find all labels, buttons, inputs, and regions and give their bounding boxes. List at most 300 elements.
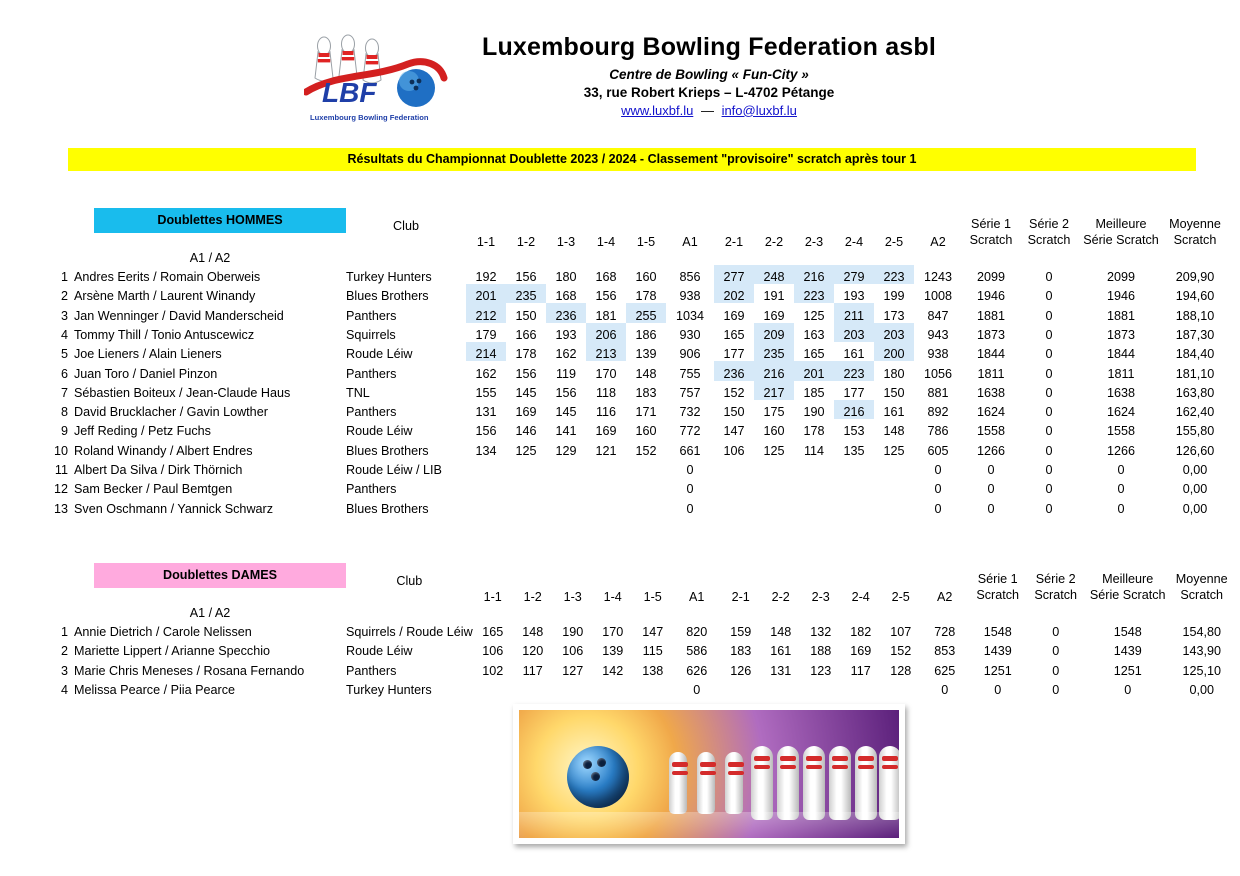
row-game-8: 132 (810, 625, 832, 640)
row-serie2-scratch: 0 (1045, 463, 1053, 477)
col-avg-line2-women: Scratch (1180, 588, 1224, 602)
row-average-scratch: 126,60 (1175, 443, 1215, 458)
row-team-name: Mariette Lippert / Arianne Specchio (74, 644, 271, 659)
col-best-line1: Meilleure (1095, 217, 1147, 232)
row-serie2-scratch: 0 (1045, 289, 1053, 304)
bowling-ball (567, 746, 629, 808)
table-row (48, 265, 1226, 284)
row-game-3: 139 (602, 644, 624, 659)
row-game-9: 117 (850, 663, 871, 678)
row-best-serie-scratch: 0 (1117, 501, 1125, 516)
row-game-11: 0 (934, 501, 942, 516)
row-game-8: 114 (803, 443, 825, 458)
col-g-1-2: 1-2 (516, 234, 536, 249)
row-serie1-scratch: 1439 (983, 644, 1012, 659)
row-serie1-scratch: 1624 (976, 405, 1006, 420)
row-game-7: 160 (763, 424, 785, 439)
col-g-2-3-women: 2-3 (811, 589, 830, 604)
row-game-6: 183 (730, 644, 752, 659)
col-a2-women: A2 (937, 589, 953, 604)
row-team-name: Tommy Thill / Tonio Antuscewicz (74, 327, 255, 342)
row-game-7: 131 (770, 663, 792, 678)
row-game-4 (633, 678, 673, 697)
col-g-2-2: 2-2 (764, 234, 784, 249)
row-serie1-scratch: 1548 (983, 625, 1012, 640)
row-game-11: 625 (934, 663, 956, 678)
row-game-8: 185 (803, 385, 825, 400)
row-game-0: 156 (475, 424, 497, 439)
row-game-4 (626, 496, 666, 515)
row-team-name: Andres Eerits / Romain Oberweis (74, 270, 261, 285)
table-row (48, 400, 1226, 419)
row-game-7: 191 (763, 289, 785, 304)
row-club: TNL (346, 385, 370, 400)
col-a1: A1 (682, 234, 698, 249)
row-game-9: 279 (834, 265, 874, 284)
row-game-2: 106 (562, 644, 584, 659)
row-game-9: 216 (834, 400, 874, 419)
row-best-serie-scratch: 1251 (1113, 663, 1142, 678)
row-game-10: 150 (883, 385, 905, 400)
row-game-10: 125 (883, 443, 905, 458)
row-serie1-scratch: 1266 (976, 443, 1006, 458)
row-game-11: 1243 (923, 270, 953, 285)
row-rank: 3 (60, 663, 68, 678)
bowling-photo (519, 710, 899, 838)
row-best-serie-scratch: 1548 (1113, 625, 1142, 640)
row-game-5: 732 (679, 405, 701, 420)
row-game-6: 177 (723, 347, 745, 362)
row-game-7 (754, 496, 794, 515)
row-average-scratch: 209,90 (1175, 270, 1215, 285)
col-g-2-3: 2-3 (804, 234, 824, 249)
row-game-5: 0 (686, 482, 694, 497)
women-group-row (48, 604, 1233, 620)
row-game-11: 892 (927, 405, 949, 420)
row-game-0: 165 (482, 625, 504, 640)
row-rank: 12 (53, 482, 68, 497)
row-club: Panthers (346, 482, 397, 497)
row-game-6: 152 (723, 385, 745, 400)
row-game-6: 169 (723, 308, 745, 323)
row-game-10 (874, 477, 914, 496)
lbf-logo (304, 34, 460, 126)
row-best-serie-scratch: 1266 (1106, 443, 1136, 458)
col-serie2-line2-women: Scratch (1034, 588, 1078, 602)
row-game-1: 145 (515, 385, 537, 400)
men-section (0, 208, 1240, 516)
row-game-4: 115 (642, 644, 663, 659)
table-row (48, 323, 1226, 342)
row-average-scratch: 188,10 (1175, 308, 1215, 323)
men-category-title: Doublettes HOMMES (94, 208, 346, 233)
row-game-0: 102 (482, 663, 504, 678)
row-club: Panthers (346, 366, 397, 381)
row-game-4 (626, 458, 666, 477)
row-game-11: 728 (934, 625, 956, 640)
row-rank: 8 (60, 405, 68, 420)
col-a2: A2 (930, 234, 946, 249)
row-game-9 (834, 458, 874, 477)
row-serie2-scratch: 0 (1052, 644, 1060, 659)
row-team-name: Jan Wenninger / David Manderscheid (74, 308, 284, 323)
row-game-6: 126 (730, 663, 752, 678)
row-game-5: 661 (679, 443, 701, 458)
row-best-serie-scratch: 2099 (1106, 270, 1136, 285)
row-serie1-scratch: 2099 (976, 270, 1006, 285)
row-game-11: 938 (927, 347, 949, 362)
row-game-2: 129 (555, 443, 577, 458)
row-game-5: 0 (686, 463, 694, 477)
link-separator: — (700, 102, 714, 118)
col-avg-line1: Moyenne (1169, 217, 1221, 232)
row-game-1: 150 (515, 308, 537, 323)
row-club: Panthers (346, 663, 397, 678)
col-g-2-1: 2-1 (724, 234, 744, 249)
row-team-name: Sam Becker / Paul Bemtgen (74, 482, 233, 497)
row-game-9: 182 (850, 625, 872, 640)
col-g-1-5: 1-5 (636, 234, 656, 249)
row-game-11: 881 (927, 385, 949, 400)
row-game-6 (714, 496, 754, 515)
row-game-5: 586 (686, 644, 708, 659)
row-serie2-scratch: 0 (1045, 366, 1053, 381)
row-game-1: 169 (515, 405, 537, 420)
row-game-9: 223 (834, 361, 874, 380)
row-serie2-scratch: 0 (1045, 308, 1053, 323)
row-game-8: 188 (810, 644, 832, 659)
row-average-scratch: 0,00 (1182, 463, 1208, 477)
row-game-5: 0 (693, 682, 701, 697)
row-game-7: 209 (754, 323, 794, 342)
table-row (48, 284, 1226, 303)
row-game-0 (473, 678, 513, 697)
row-game-2: 162 (555, 347, 577, 362)
row-game-10: 200 (874, 342, 914, 361)
row-average-scratch: 163,80 (1175, 385, 1215, 400)
row-club: Squirrels / Roude Léiw (346, 625, 473, 640)
row-game-8: 178 (803, 424, 825, 439)
row-game-2: 193 (555, 327, 577, 342)
row-serie2-scratch: 0 (1052, 682, 1060, 697)
venue-name: Centre de Bowling « Fun-City » (609, 66, 809, 82)
row-game-1: 120 (522, 644, 544, 659)
row-game-1 (506, 496, 546, 515)
row-game-6: 236 (714, 361, 754, 380)
row-game-5: 757 (679, 385, 701, 400)
row-game-5: 755 (679, 366, 701, 381)
row-game-11: 943 (927, 327, 949, 342)
row-game-2: 180 (555, 270, 577, 285)
row-game-3: 170 (602, 625, 624, 640)
col-club: Club (393, 219, 419, 233)
row-game-1: 148 (522, 625, 544, 640)
col-g-1-3-women: 1-3 (563, 589, 582, 604)
row-game-2: 119 (555, 366, 577, 381)
row-club: Roude Léiw (346, 347, 413, 362)
row-game-4: 186 (635, 327, 657, 342)
row-game-7: 175 (763, 405, 785, 420)
table-row (48, 381, 1226, 400)
row-average-scratch: 162,40 (1175, 405, 1215, 420)
table-row (48, 438, 1226, 457)
col-serie2-line2: Scratch (1027, 233, 1071, 247)
row-team-name: Sébastien Boiteux / Jean-Claude Haus (74, 385, 291, 400)
row-game-10: 180 (883, 366, 905, 381)
row-game-1: 125 (515, 443, 537, 458)
row-game-3 (586, 477, 626, 496)
row-best-serie-scratch: 0 (1117, 482, 1125, 497)
table-row (48, 639, 1233, 658)
row-club: Blues Brothers (346, 443, 429, 458)
row-team-name: Annie Dietrich / Carole Nelissen (74, 625, 252, 640)
row-team-name: Jeff Reding / Petz Fuchs (74, 424, 211, 439)
row-game-11: 1008 (923, 289, 953, 304)
row-game-1: 156 (515, 270, 537, 285)
logo-caption: Luxembourg Bowling Federation (309, 113, 429, 122)
row-club: Roude Léiw (346, 424, 413, 439)
row-rank: 4 (60, 682, 68, 697)
row-team-name: Marie Chris Meneses / Rosana Fernando (74, 663, 305, 678)
row-average-scratch: 184,40 (1175, 347, 1215, 362)
row-game-4: 152 (635, 443, 657, 458)
row-game-4: 255 (626, 303, 666, 322)
row-game-10 (874, 458, 914, 477)
row-game-7 (761, 678, 801, 697)
col-avg-line2: Scratch (1173, 233, 1217, 247)
row-game-8: 123 (810, 663, 832, 678)
women-section (0, 563, 1240, 697)
table-row (48, 477, 1226, 496)
col-serie1-line1: Série 1 (971, 217, 1011, 232)
row-best-serie-scratch: 1844 (1106, 347, 1136, 362)
row-game-0: 201 (466, 284, 506, 303)
row-game-4 (626, 477, 666, 496)
row-average-scratch: 125,10 (1182, 663, 1221, 678)
row-game-11: 605 (927, 443, 949, 458)
row-best-serie-scratch: 1638 (1106, 385, 1136, 400)
row-best-serie-scratch: 1624 (1106, 405, 1136, 420)
men-header-row (48, 208, 1226, 233)
row-game-7: 125 (763, 443, 785, 458)
row-game-5: 626 (686, 663, 708, 678)
row-rank: 10 (53, 443, 68, 458)
row-game-10: 107 (890, 625, 912, 640)
row-rank: 4 (60, 327, 68, 342)
row-team-name: Roland Winandy / Albert Endres (74, 443, 253, 458)
row-game-7: 161 (770, 644, 792, 659)
row-game-4: 139 (635, 347, 657, 362)
row-game-11: 853 (934, 644, 956, 659)
men-group-label: A1 / A2 (189, 250, 231, 265)
row-rank: 9 (60, 424, 68, 439)
row-serie1-scratch: 0 (987, 482, 995, 497)
row-game-6: 159 (730, 625, 752, 640)
row-game-6: 202 (714, 284, 754, 303)
row-rank: 2 (60, 289, 68, 304)
row-game-10: 161 (883, 405, 905, 420)
table-row (48, 620, 1233, 639)
row-team-name: Sven Oschmann / Yannick Schwarz (74, 501, 274, 516)
col-g-2-5-women: 2-5 (891, 589, 910, 604)
col-g-2-4-women: 2-4 (851, 589, 870, 604)
row-serie1-scratch: 0 (987, 463, 995, 477)
row-game-11: 1056 (923, 366, 953, 381)
row-game-10: 173 (883, 308, 905, 323)
row-game-6: 150 (723, 405, 745, 420)
row-serie2-scratch: 0 (1045, 405, 1053, 420)
col-best-line1-women: Meilleure (1102, 572, 1154, 587)
row-game-7 (754, 458, 794, 477)
row-serie2-scratch: 0 (1045, 424, 1053, 439)
row-game-10: 223 (874, 265, 914, 284)
col-g-1-4: 1-4 (596, 234, 616, 249)
row-club: Blues Brothers (346, 289, 429, 304)
row-game-0: 162 (475, 366, 497, 381)
contact-links (482, 103, 936, 118)
row-game-7: 217 (754, 381, 794, 400)
row-serie2-scratch: 0 (1045, 327, 1053, 342)
row-game-2 (546, 496, 586, 515)
page-header (0, 0, 1240, 126)
row-game-10 (881, 678, 921, 697)
email-link[interactable]: info@luxbf.lu (721, 102, 797, 118)
row-game-5: 930 (679, 327, 701, 342)
row-game-3: 206 (586, 323, 626, 342)
row-game-0: 214 (466, 342, 506, 361)
row-game-9: 135 (843, 443, 865, 458)
row-average-scratch: 194,60 (1175, 289, 1215, 304)
row-rank: 5 (60, 347, 68, 362)
men-results-table (48, 208, 1226, 516)
row-serie1-scratch: 0 (987, 501, 995, 516)
row-serie1-scratch: 1881 (976, 308, 1006, 323)
row-average-scratch: 187,30 (1175, 327, 1215, 342)
table-row (48, 342, 1226, 361)
col-g-2-2-women: 2-2 (771, 589, 790, 604)
row-average-scratch: 0,00 (1182, 501, 1208, 516)
row-game-9 (841, 678, 881, 697)
svg-text:LBF: LBF (321, 77, 377, 108)
row-game-1 (506, 458, 546, 477)
website-link[interactable]: www.luxbf.lu (621, 102, 694, 118)
row-rank: 13 (53, 501, 68, 516)
row-rank: 2 (60, 644, 68, 659)
row-game-2: 190 (562, 625, 584, 640)
col-serie1-line2-women: Scratch (976, 588, 1020, 602)
row-game-10: 128 (890, 663, 912, 678)
row-game-1: 117 (522, 663, 543, 678)
row-game-4: 171 (635, 405, 657, 420)
row-game-8 (794, 496, 834, 515)
row-serie2-scratch: 0 (1045, 270, 1053, 285)
row-game-5: 0 (686, 501, 694, 516)
row-average-scratch: 155,80 (1175, 424, 1215, 439)
table-row (48, 458, 1226, 477)
row-serie2-scratch: 0 (1052, 663, 1060, 678)
row-game-8 (794, 458, 834, 477)
men-table-body (48, 265, 1226, 516)
men-group-row (48, 249, 1226, 265)
row-game-6 (721, 678, 761, 697)
row-game-7: 148 (770, 625, 792, 640)
row-rank: 3 (60, 308, 68, 323)
row-game-2: 156 (555, 385, 577, 400)
col-g-1-1: 1-1 (476, 234, 496, 249)
col-best-line2-women: Série Scratch (1089, 588, 1166, 602)
venue-address: 33, rue Robert Krieps – L-4702 Pétange (583, 84, 835, 100)
row-game-7: 235 (754, 342, 794, 361)
table-row (48, 303, 1226, 322)
row-best-serie-scratch: 1811 (1107, 366, 1135, 381)
row-game-0: 192 (475, 270, 497, 285)
row-game-0 (466, 496, 506, 515)
table-row (48, 678, 1233, 697)
col-g-1-5-women: 1-5 (643, 589, 662, 604)
row-game-0: 134 (475, 443, 497, 458)
row-game-4: 138 (642, 663, 664, 678)
col-g-1-1-women: 1-1 (483, 589, 502, 604)
row-best-serie-scratch: 1439 (1113, 644, 1142, 659)
row-game-2: 168 (555, 289, 577, 304)
row-game-8 (801, 678, 841, 697)
row-game-4: 148 (635, 366, 657, 381)
row-best-serie-scratch: 0 (1117, 463, 1125, 477)
row-rank: 7 (60, 385, 68, 400)
row-game-7: 169 (763, 308, 785, 323)
row-average-scratch: 143,90 (1182, 644, 1221, 659)
row-game-7 (754, 477, 794, 496)
row-average-scratch: 0,00 (1182, 482, 1208, 497)
row-game-6: 147 (723, 424, 745, 439)
col-serie1-line1-women: Série 1 (977, 572, 1018, 587)
row-game-8: 163 (803, 327, 825, 342)
row-game-0: 155 (475, 385, 497, 400)
row-game-4: 178 (635, 289, 657, 304)
row-game-1: 146 (515, 424, 537, 439)
col-g-1-4-women: 1-4 (603, 589, 622, 604)
row-team-name: David Brucklacher / Gavin Lowther (74, 405, 268, 420)
row-club: Squirrels (346, 327, 396, 342)
row-game-3: 156 (595, 289, 617, 304)
row-game-1: 166 (515, 327, 537, 342)
row-game-4: 147 (642, 625, 664, 640)
row-game-9: 193 (843, 289, 865, 304)
row-serie2-scratch: 0 (1052, 625, 1060, 640)
row-club: Turkey Hunters (346, 270, 432, 285)
row-game-4: 160 (635, 270, 657, 285)
row-game-0: 131 (475, 405, 497, 420)
row-club: Panthers (346, 308, 397, 323)
row-game-9: 153 (843, 424, 865, 439)
row-game-2 (546, 458, 586, 477)
row-game-0: 106 (482, 644, 504, 659)
row-game-0: 179 (475, 327, 497, 342)
row-game-6 (714, 458, 754, 477)
row-team-name: Joe Lieners / Alain Lieners (74, 347, 222, 362)
row-game-8: 201 (794, 361, 834, 380)
row-game-11: 786 (927, 424, 949, 439)
row-game-5: 820 (686, 625, 708, 640)
row-game-9: 203 (834, 323, 874, 342)
row-game-3: 118 (595, 385, 617, 400)
row-game-2: 127 (562, 663, 584, 678)
women-group-label: A1 / A2 (189, 605, 231, 620)
row-game-9: 169 (850, 644, 872, 659)
row-game-1 (513, 678, 553, 697)
row-serie1-scratch: 1946 (976, 289, 1006, 304)
men-subheader-row (48, 233, 1226, 249)
